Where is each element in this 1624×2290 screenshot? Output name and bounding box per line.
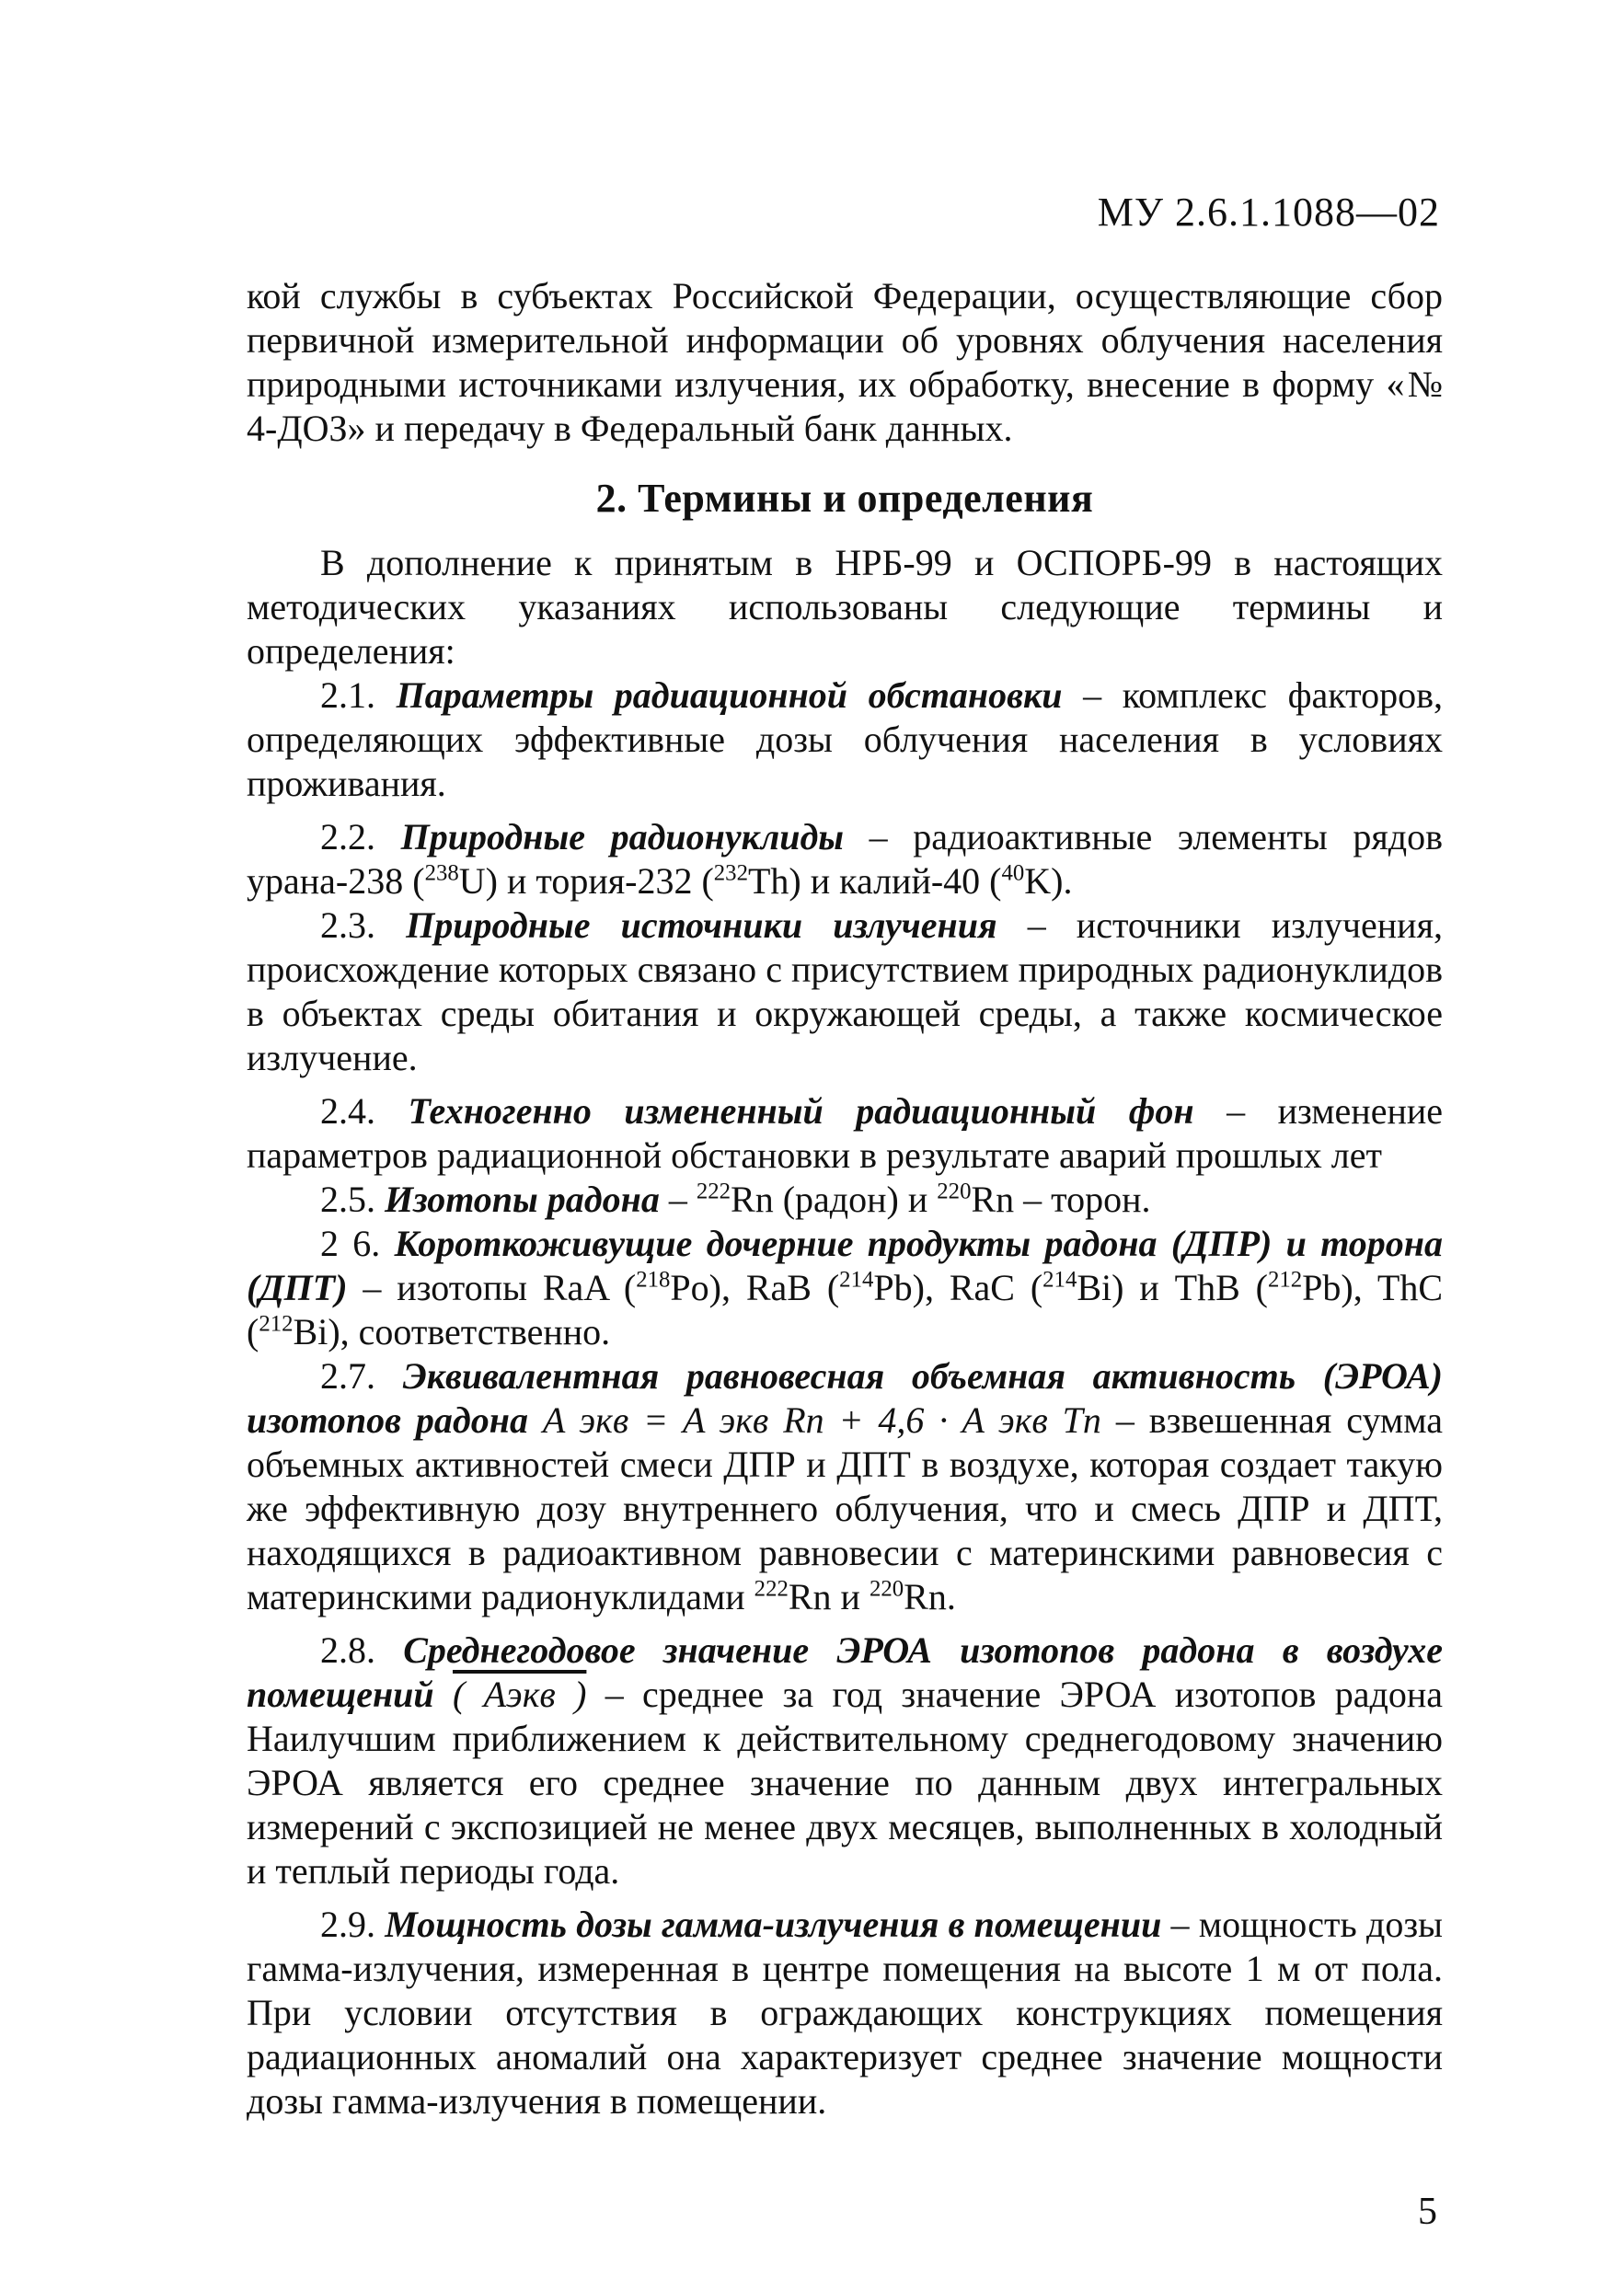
- definition-2-3: [247, 903, 1443, 1080]
- definition-text: Rn (радон) и: [731, 1179, 938, 1220]
- definition-2-5: [247, 1178, 1443, 1222]
- definition-2-6: [247, 1222, 1443, 1354]
- definition-text: Pb), RaC (: [873, 1267, 1043, 1308]
- definition-text: Bi) и ThB (: [1077, 1267, 1268, 1308]
- definition-text: – радиоактивные элементы рядов урана-238 (: [247, 816, 1444, 902]
- mass-number: 218: [636, 1267, 671, 1293]
- mass-number: 220: [937, 1179, 972, 1204]
- defined-term: Природные радионуклиды: [400, 816, 845, 857]
- document-body: [247, 274, 1443, 2123]
- definition-text: Bi), соответственно.: [293, 1311, 611, 1352]
- section-preamble: В дополнение к принятым в НРБ-99 и ОСПОРБ-99 в настоящих методических указаниях использованы следующие термины и определения:: [247, 542, 1443, 672]
- mass-number: 214: [839, 1267, 874, 1293]
- document-code: МУ 2.6.1.1088—02: [1097, 190, 1440, 235]
- mass-number: 222: [696, 1179, 731, 1204]
- definition-text: –: [668, 1179, 697, 1220]
- defined-term: Эквивалентная равновесная объемная активность (ЭРОА) изотопов радона: [247, 1355, 1443, 1441]
- definition-2-8: [247, 1628, 1443, 1893]
- item-number: 2.7.: [320, 1355, 375, 1397]
- item-number: 2.1.: [320, 674, 375, 716]
- definition-text: – изменение параметров радиационной обстановки в результате аварий прошлых лет: [247, 1090, 1444, 1176]
- definition-2-4: [247, 1089, 1443, 1178]
- defined-term: Техногенно измененный радиационный фон: [408, 1090, 1194, 1132]
- mass-number: 212: [1267, 1267, 1303, 1293]
- definition-text: – взвешенная сумма объемных активностей смеси ДПР и ДПТ в воздухе, которая создает такую же эффективную дозу внутреннего облучения, что и смесь ДПР и ДПТ, находящихся в радиоактивном равновесии с материнскими равновесия с материнскими радионуклидами: [247, 1399, 1444, 1617]
- item-number: 2.9.: [320, 1904, 375, 1945]
- definition-text: Rn – торон.: [971, 1179, 1151, 1220]
- item-number: 2.2.: [320, 816, 375, 857]
- defined-term: Природные источники излучения: [406, 904, 997, 946]
- intro-paragraph: кой службы в субъектах Российской Федерации, осуществляющие сбор первичной измерительной информации об уровнях облучения населения природными источниками излучения, их обработку, внесение в форму «№ 4-ДОЗ» и передачу в Федеральный банк данных.: [247, 275, 1443, 449]
- definition-text: Th) и калий-40 (: [747, 860, 1002, 902]
- mass-number: 212: [259, 1311, 294, 1337]
- item-number: 2.3.: [320, 904, 375, 946]
- mass-number: 214: [1042, 1267, 1077, 1293]
- definition-text: – комплекс факторов, определяющих эффективные дозы облучения населения в условиях проживания.: [247, 674, 1443, 804]
- mass-number: 238: [424, 860, 459, 886]
- definition-text: – источники излучения, происхождение которых связано с присутствием природных радионуклидов в объектах среды обитания и окружающей среды, а также космическое излучение.: [247, 904, 1443, 1078]
- mass-number: 40: [1001, 860, 1025, 886]
- defined-term: Параметры радиационной обстановки: [396, 674, 1063, 716]
- definition-text: Rn и: [788, 1576, 870, 1617]
- defined-term: Короткоживущие дочерние продукты радона (ДПР) и торона (ДПТ): [247, 1223, 1443, 1308]
- mass-number: 220: [869, 1576, 904, 1602]
- definition-text: U) и тория-232 (: [458, 860, 714, 902]
- definition-2-2: [247, 815, 1443, 903]
- definition-text: Po), RaB (: [670, 1267, 840, 1308]
- defined-term: Мощность дозы гамма-излучения в помещении: [385, 1904, 1162, 1945]
- section-heading: 2. Термины и определения: [595, 476, 1094, 521]
- page-number: 5: [1418, 2191, 1437, 2233]
- definition-text: – среднее за год значение ЭРОА изотопов радона Наилучшим приближением к действительному среднегодовому значению ЭРОА является его среднее значение по данным двух интегральных измерений с экспозицией не менее двух месяцев, выполненных в холодный и теплый периоды года.: [247, 1674, 1444, 1892]
- definition-text: Pb), ThC (: [247, 1267, 1444, 1352]
- definition-text: – мощность дозы гамма-излучения, измеренная в центре помещения на высоте 1 м от пола. При условии отсутствия в ограждающих конструкциях помещения радиационных аномалий она характеризует среднее значение мощности дозы гамма-излучения в помещении.: [247, 1904, 1444, 2122]
- definition-text: K).: [1024, 860, 1073, 902]
- definition-2-9: [247, 1903, 1443, 2123]
- defined-term: Изотопы радона: [385, 1179, 660, 1220]
- item-number: 2.8.: [320, 1629, 375, 1671]
- definition-2-7: [247, 1354, 1443, 1619]
- mass-number: 232: [713, 860, 748, 886]
- defined-term: Среднегодовое значение ЭРОА изотопов радона в воздухе помещений: [247, 1629, 1443, 1715]
- item-number: 2.5.: [320, 1179, 375, 1220]
- mass-number: 222: [754, 1576, 789, 1602]
- definition-text: Rn.: [904, 1576, 956, 1617]
- definition-text: – изотопы RaA (: [363, 1267, 637, 1308]
- item-number: 2.4.: [320, 1090, 375, 1132]
- average-symbol: ( Aэкв ): [452, 1674, 587, 1715]
- item-number: 2 6.: [320, 1223, 381, 1264]
- definition-2-1: [247, 673, 1443, 806]
- formula: A экв = A экв Rn + 4,6 · A экв Tn: [542, 1399, 1101, 1441]
